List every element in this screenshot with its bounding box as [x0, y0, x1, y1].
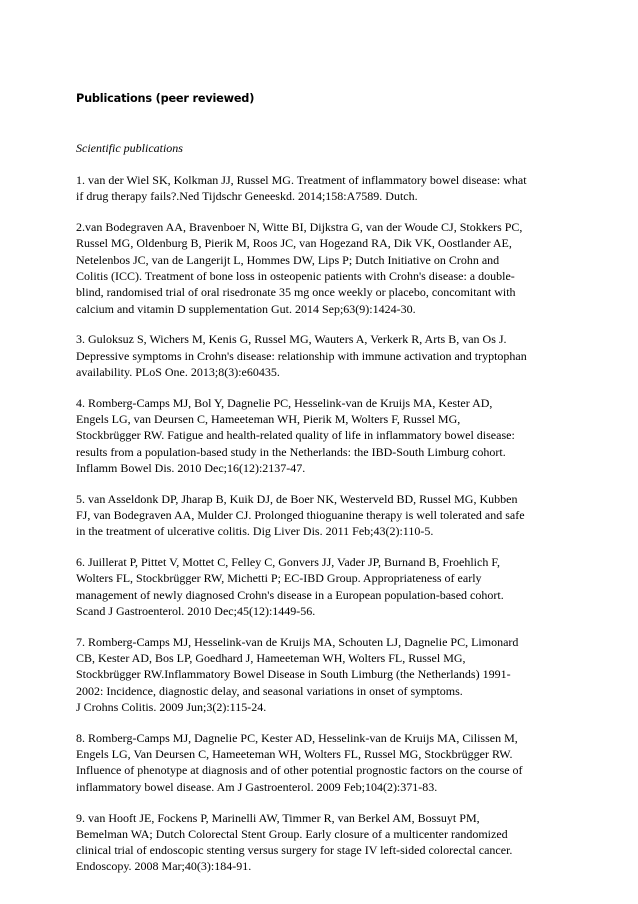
section-heading: Publications (peer reviewed) [76, 92, 255, 105]
publication-line: Stockbrügger RW. Fatigue and health-related quality of life in inflammatory bowel disease: [76, 428, 515, 443]
publication-line: Netelenbos JC, van de Langerijt L, Hommes DW, Lips P; Dutch Initiative on Crohn and [76, 252, 500, 267]
publication-line: 2.van Bodegraven AA, Bravenboer N, Witte BI, Dijkstra G, van der Woude CJ, Stokkers PC, [76, 220, 523, 235]
publication-line: Scand J Gastroenterol. 2010 Dec;45(12):1449-56. [76, 604, 316, 619]
publication-line: 8. Romberg-Camps MJ, Dagnelie PC, Kester AD, Hesselink-van de Kruijs MA, Cilissen M, [76, 730, 518, 745]
publication-line: 2002: Incidence, diagnostic delay, and seasonal variations in onset of symptoms. [76, 683, 463, 698]
publication-line: 6. Juillerat P, Pittet V, Mottet C, Felley C, Gonvers JJ, Vader JP, Burnand B, Froehlich F, [76, 555, 501, 570]
publication-line: CB, Kester AD, Bos LP, Goedhard J, Hameeteman WH, Wolters FL, Russel MG, [76, 651, 466, 666]
publication-entry [76, 634, 576, 715]
publication-line: Influence of phenotype at diagnosis and of other potential prognostic factors on the course of [76, 763, 523, 778]
publication-line: if drug therapy fails?.Ned Tijdschr Geneeskd. 2014;158:A7589. Dutch. [76, 189, 418, 204]
publication-line: blind, randomised trial of oral risedronate 35 mg once weekly or placebo, concomitant with [76, 285, 516, 300]
publication-line: FJ, van Bodegraven AA, Mulder CJ. Prolonged thioguanine therapy is well tolerated and safe [76, 508, 525, 523]
publication-line: Bemelman WA; Dutch Colorectal Stent Group. Early closure of a multicenter randomized [76, 826, 508, 841]
publication-line: clinical trial of endoscopic stenting versus surgery for stage IV left-sided colorectal cancer. [76, 843, 513, 858]
section-subheading: Scientific publications [76, 141, 183, 155]
publication-line: Russel MG, Oldenburg B, Pierik M, Roos JC, van Hogezand RA, Dik VK, Oostlander AE, [76, 236, 512, 251]
publication-line: 5. van Asseldonk DP, Jharap B, Kuik DJ, de Boer NK, Westerveld BD, Russel MG, Kubben [76, 491, 518, 506]
publication-line: results from a population-based study in the Netherlands: the IBD-South Limburg cohort. [76, 444, 506, 459]
publication-entry [76, 395, 576, 476]
publication-entry [76, 219, 576, 317]
publication-line: J Crohns Colitis. 2009 Jun;3(2):115-24. [76, 700, 267, 715]
publication-line: 4. Romberg-Camps MJ, Bol Y, Dagnelie PC, Hesselink-van de Kruijs MA, Kester AD, [76, 395, 493, 410]
publication-line: Inflamm Bowel Dis. 2010 Dec;16(12):2137-47. [76, 460, 306, 475]
publication-line: Stockbrügger RW.Inflammatory Bowel Disease in South Limburg (the Netherlands) 1991- [76, 667, 511, 682]
publication-line: Depressive symptoms in Crohn's disease: relationship with immune activation and tryptophan [76, 348, 527, 363]
publication-list [76, 172, 576, 889]
publication-line: Engels LG, van Deursen C, Hameeteman WH, Pierik M, Wolters F, Russel MG, [76, 412, 461, 427]
publication-line: Colitis (ICC). Treatment of bone loss in osteopenic patients with Crohn's disease: a double- [76, 268, 515, 283]
publication-line: Wolters FL, Stockbrügger RW, Michetti P; EC-IBD Group. Appropriateness of early [76, 571, 482, 586]
publication-line: 1. van der Wiel SK, Kolkman JJ, Russel MG. Treatment of inflammatory bowel disease: what [76, 173, 527, 187]
publication-line: management of newly diagnosed Crohn's disease in a European population-based cohort. [76, 587, 504, 602]
publication-entry [76, 730, 576, 795]
publication-entry [76, 331, 576, 380]
publication-entry [76, 810, 576, 875]
publication-line: 7. Romberg-Camps MJ, Hesselink-van de Kruijs MA, Schouten LJ, Dagnelie PC, Limonard [76, 634, 519, 649]
publication-entry [76, 491, 576, 540]
publication-line: 9. van Hooft JE, Fockens P, Marinelli AW, Timmer R, van Berkel AM, Bossuyt PM, [76, 810, 480, 825]
publication-entry [76, 172, 576, 205]
publication-line: Engels LG, Van Deursen C, Hameeteman WH, Wolters FL, Russel MG, Stockbrügger RW. [76, 747, 513, 762]
publication-line: Endoscopy. 2008 Mar;40(3):184-91. [76, 859, 252, 874]
publication-line: inflammatory bowel disease. Am J Gastroenterol. 2009 Feb;104(2):371-83. [76, 779, 438, 794]
publication-line: 3. Guloksuz S, Wichers M, Kenis G, Russel MG, Wauters A, Verkerk R, Arts B, van Os J. [76, 332, 507, 347]
publication-line: calcium and vitamin D supplementation Gut. 2014 Sep;63(9):1424-30. [76, 301, 416, 316]
publication-line: in the treatment of ulcerative colitis. Dig Liver Dis. 2011 Feb;43(2):110-5. [76, 524, 434, 539]
publication-entry [76, 554, 576, 619]
publication-line: availability. PLoS One. 2013;8(3):e60435. [76, 364, 280, 379]
